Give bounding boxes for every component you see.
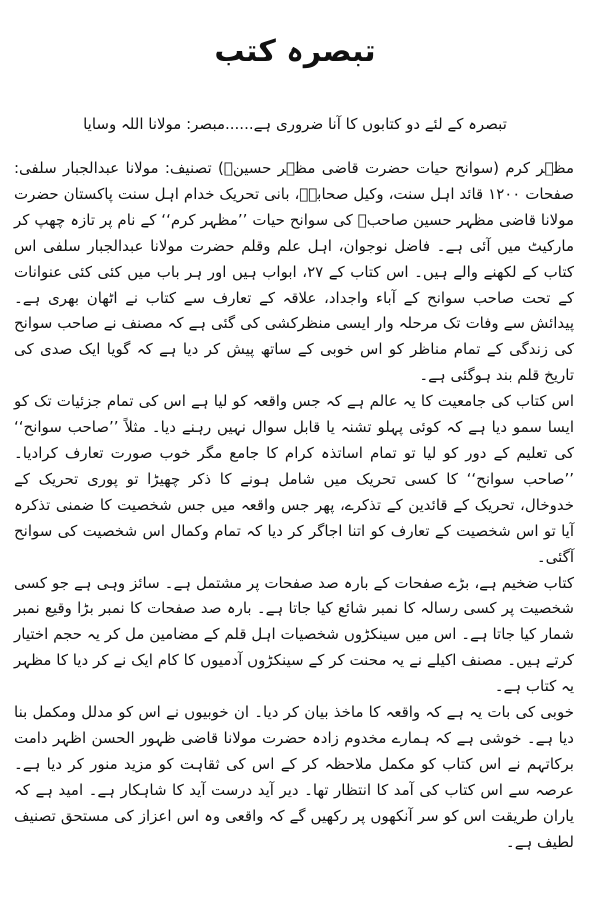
review-paragraph: اس کتاب کی جامعیت کا یہ عالم ہے کہ جس واقعہ کو لیا ہے اس کی تمام جزئیات تک کو ایسا سمو دیا ہے کہ کوئی پہلو تشنہ یا قابل سوال نہیں رہنے دیا۔ مثلاً ’’صاحب سوانح‘‘ کی تعلیم کے دور کو لیا تو تمام اساتذہ کرام کا جامع مگر خوب صورت تعارف کرادیا۔ ’’صاحب سوانح‘‘ کا کسی تحریک میں شامل ہونے کا ذکر چھیڑا تو پوری تحریک کے خدوخال، تحریک کے قائدین کے تذکرے، پھر جس واقعہ میں جس شخصیت کا ضمنی تذکرہ آیا تو اس شخصیت کے تعارف کو اتنا اجاگر کر دیا کہ تمام وکمال اس شخصیت کی سوانح آگئی۔ (14, 392, 574, 566)
review-paragraph: مظہر کرم (سوانح حیات حضرت قاضی مظہر حسینؒ) تصنیف: مولانا عبدالجبار سلفی: صفحات ۱۲۰۰ قائد اہل سنت، وکیل صحابہؓ، بانی تحریک خدام اہل سنت پاکستان حضرت مولانا قاضی مظہر حسین صاحبؒ کی سوانح حیات ’’مظہر کرم‘‘ کے نام پر تازہ چھپ کر مارکیٹ میں آئی ہے۔ فاضل نوجوان، اہل علم وقلم حضرت مولانا عبدالجبار سلفی اس کتاب کے لکھنے والے ہیں۔ اس کتاب کے ۲۷، ابواب ہیں اور ہر باب میں کئی کئی عنوانات کے تحت صاحب سوانح کے آباء واجداد، علاقہ کے تعارف سے کتاب نے اٹھان بھری ہے۔ پیدائش سے وفات تک مرحلہ وار ایسی منظرکشی کی گئی ہے کہ مصنف نے صاحب سوانح کی زندگی کے تمام مناظر کو اس خوبی کے ساتھ پیش کر دیا ہے کہ گویا ایک صدی کی تاریخ قلم بند ہوگئی ہے۔ (14, 159, 575, 385)
review-paragraph: کتاب ضخیم ہے، بڑے صفحات کے بارہ صد صفحات پر مشتمل ہے۔ سائز وہی ہے جو کسی شخصیت پر کسی رسالہ کا نمبر شائع کیا جاتا ہے۔ بارہ صد صفحات کا نمبر بڑا وقیع نمبر شمار کیا جاتا ہے۔ اس میں سینکڑوں شخصیات اہل قلم کے مضامین مل کر یہ حجم اختیار کرتے ہیں۔ مصنف اکیلے نے یہ محنت کر کے سینکڑوں آدمیوں کا کام ایک نے کر دیا کا مظہر یہ کتاب ہے۔ (14, 573, 574, 696)
page-title: تبصرہ کتب (214, 34, 376, 69)
review-body (14, 156, 574, 855)
review-note: تبصرہ کے لئے دو کتابوں کا آنا ضروری ہے......مبصر: مولانا اللہ وسایا (83, 115, 507, 133)
review-paragraph: خوبی کی بات یہ ہے کہ واقعہ کا ماخذ بیان کر دیا۔ ان خوبیوں نے اس کو مدلل ومکمل بنا دیا ہے۔ خوشی ہے کہ ہمارے مخدوم زادہ حضرت مولانا قاضی ظہور الحسن اظہر دامت برکاتہم نے اس کتاب کو مکمل ملاحظہ کر کے اس کی ثقاہت کو مزید منور کر دیا ہے۔ عرصہ سے اس کتاب کی آمد کا انتظار تھا۔ دیر آید درست آید کا شاہکار ہے۔ امید ہے کہ یاران طریقت اس کو سر آنکھوں پر رکھیں گے کہ واقعی وہ اس اعزاز کی مستحق تصنیف لطیف ہے۔ (14, 703, 574, 851)
